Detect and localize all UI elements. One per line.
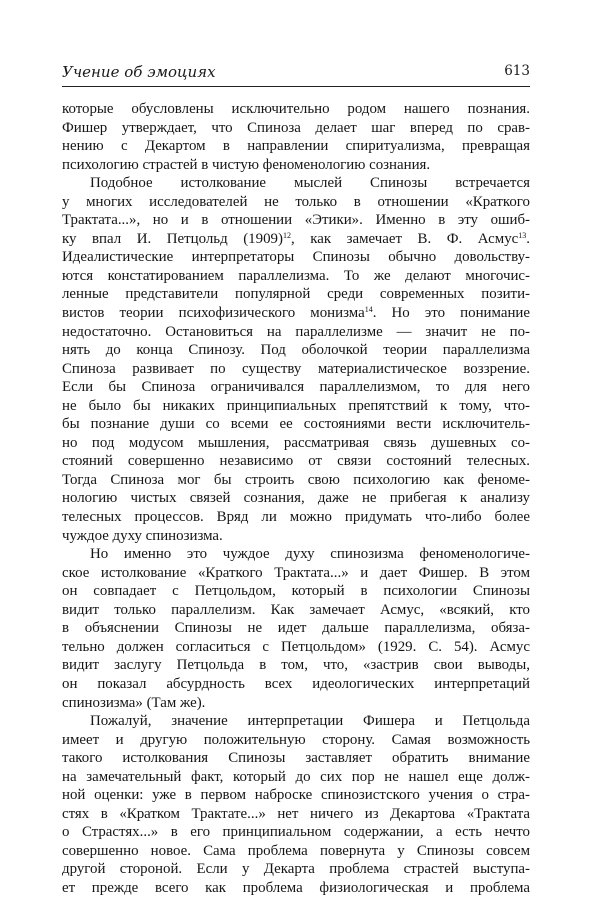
text-line: ет прежде всего как проблема физиологическая и проблема	[62, 879, 530, 896]
text-line: такого истолкования Спинозы заставляет обратить внимание	[62, 750, 530, 767]
text-line: видит заслугу Петцольда в том, что, «застрив свои выводы,	[62, 657, 530, 674]
text-line: недостаточно. Остановиться на параллелизме — значит не по-	[62, 323, 530, 340]
text-line: Идеалистические интерпретаторы Спинозы обычно довольству-	[62, 249, 530, 266]
text-line: стояний совершенно независимо от связи состояний телесных.	[62, 453, 530, 470]
text-line: бы познание души со всеми ее состояниями вести исключитель-	[62, 416, 530, 433]
text-line: он показал абсурдность всех идеологических интерпретаций	[62, 675, 530, 692]
text-line: ются констатированием параллелизма. То же делают многочис-	[62, 267, 530, 284]
text-line: не было бы никаких принципиальных препятствий к тому, что-	[62, 397, 530, 414]
text-line: совершенно новое. Сама проблема повернута у Спинозы совсем	[62, 842, 530, 859]
text-line: тельно должен согласиться с Петцольдом» (1929. С. 54). Асмус	[62, 638, 530, 655]
text-line: которые обусловлены исключительно родом нашего познания.	[62, 101, 530, 117]
text-line: у многих исследователей не только в отношении «Краткого	[62, 193, 530, 210]
header-rule	[62, 86, 530, 87]
paragraph-start-line: Но именно это чуждое духу спинозизма феноменологиче-	[90, 546, 530, 563]
text-line: телесных процессов. Вряд ли можно придумать что-либо более	[62, 509, 530, 526]
paragraph-start-line: Подобное истолкование мыслей Спинозы встречается	[90, 175, 530, 192]
text-line: Трактата...», но и в отношении «Этики». Именно в эту ошиб-	[62, 212, 530, 229]
text-line: другой стороной. Если у Декарта проблема страстей выступа-	[62, 861, 530, 878]
running-header	[62, 63, 530, 85]
footnote-ref: 14	[364, 305, 373, 315]
text-line: на замечательный факт, который до сих пор не нашел еще долж-	[62, 768, 530, 785]
text-line: нять до конца Спинозу. Под оболочкой теории параллелизма	[62, 342, 530, 359]
text-line: Тогда Спиноза мог бы строить свою психологию как феноме-	[62, 471, 530, 488]
text-line: Спиноза развивает по существу материалистическое воззрение.	[62, 360, 530, 377]
text-line: вистов теории психофизического монизма$^{14}$. Но это понимание	[62, 305, 530, 322]
text-line: психологию страстей в чистую феноменологию сознания.	[62, 156, 431, 173]
text-line: Фишер утверждает, что Спиноза делает шаг вперед по срав-	[62, 119, 530, 136]
text-line: ку впал И. Петцольд $(1909)^{12}$, как замечает В. Ф. Асмус$^{13}$.	[62, 230, 530, 247]
text-line: видит только параллелизм. Как замечает Асмус, «всякий, кто	[62, 601, 530, 618]
body-text	[62, 100, 530, 898]
running-title: Учение об эмоциях	[62, 63, 216, 81]
text-line: имеет и другую положительную сторону. Самая возможность	[62, 731, 530, 748]
text-line: ское истолкование «Краткого Трактата...» и дает Фишер. В этом	[62, 564, 530, 581]
text-line: нению с Декартом в направлении спиритуализма, превращая	[62, 138, 530, 155]
text-line: но под модусом мышления, рассматривая связь душевных со-	[62, 434, 530, 451]
text-line: ленные представители популярной среди современных позити-	[62, 286, 530, 303]
text-line: в объяснении Спинозы не идет дальше параллелизма, обяза-	[62, 620, 530, 637]
text-line: нологию чистых связей сознания, даже не прибегая к анализу	[62, 490, 530, 507]
footnote-ref: 12	[282, 230, 291, 240]
text-line: о Страстях...» в его принципиальном содержании, а есть нечто	[62, 824, 530, 841]
text-line: спинозизма» (Там же).	[62, 694, 206, 711]
text-line: Если бы Спиноза ограничивался параллелизмом, то для него	[62, 379, 530, 396]
text-line: ной оценки: уже в первом наброске спинозистского учения о стра-	[62, 787, 530, 804]
text-line: стях в «Кратком Трактате...» нет ничего из Декартова «Трактата	[62, 805, 530, 822]
text-line: чуждое духу спинозизма.	[62, 527, 223, 544]
text-line: он совпадает с Петцольдом, который в психологии Спинозы	[62, 583, 530, 600]
page-number: 613	[504, 63, 530, 79]
paragraph-start-line: Пожалуй, значение интерпретации Фишера и Петцольда	[90, 713, 530, 730]
footnote-ref: 13	[518, 230, 527, 240]
